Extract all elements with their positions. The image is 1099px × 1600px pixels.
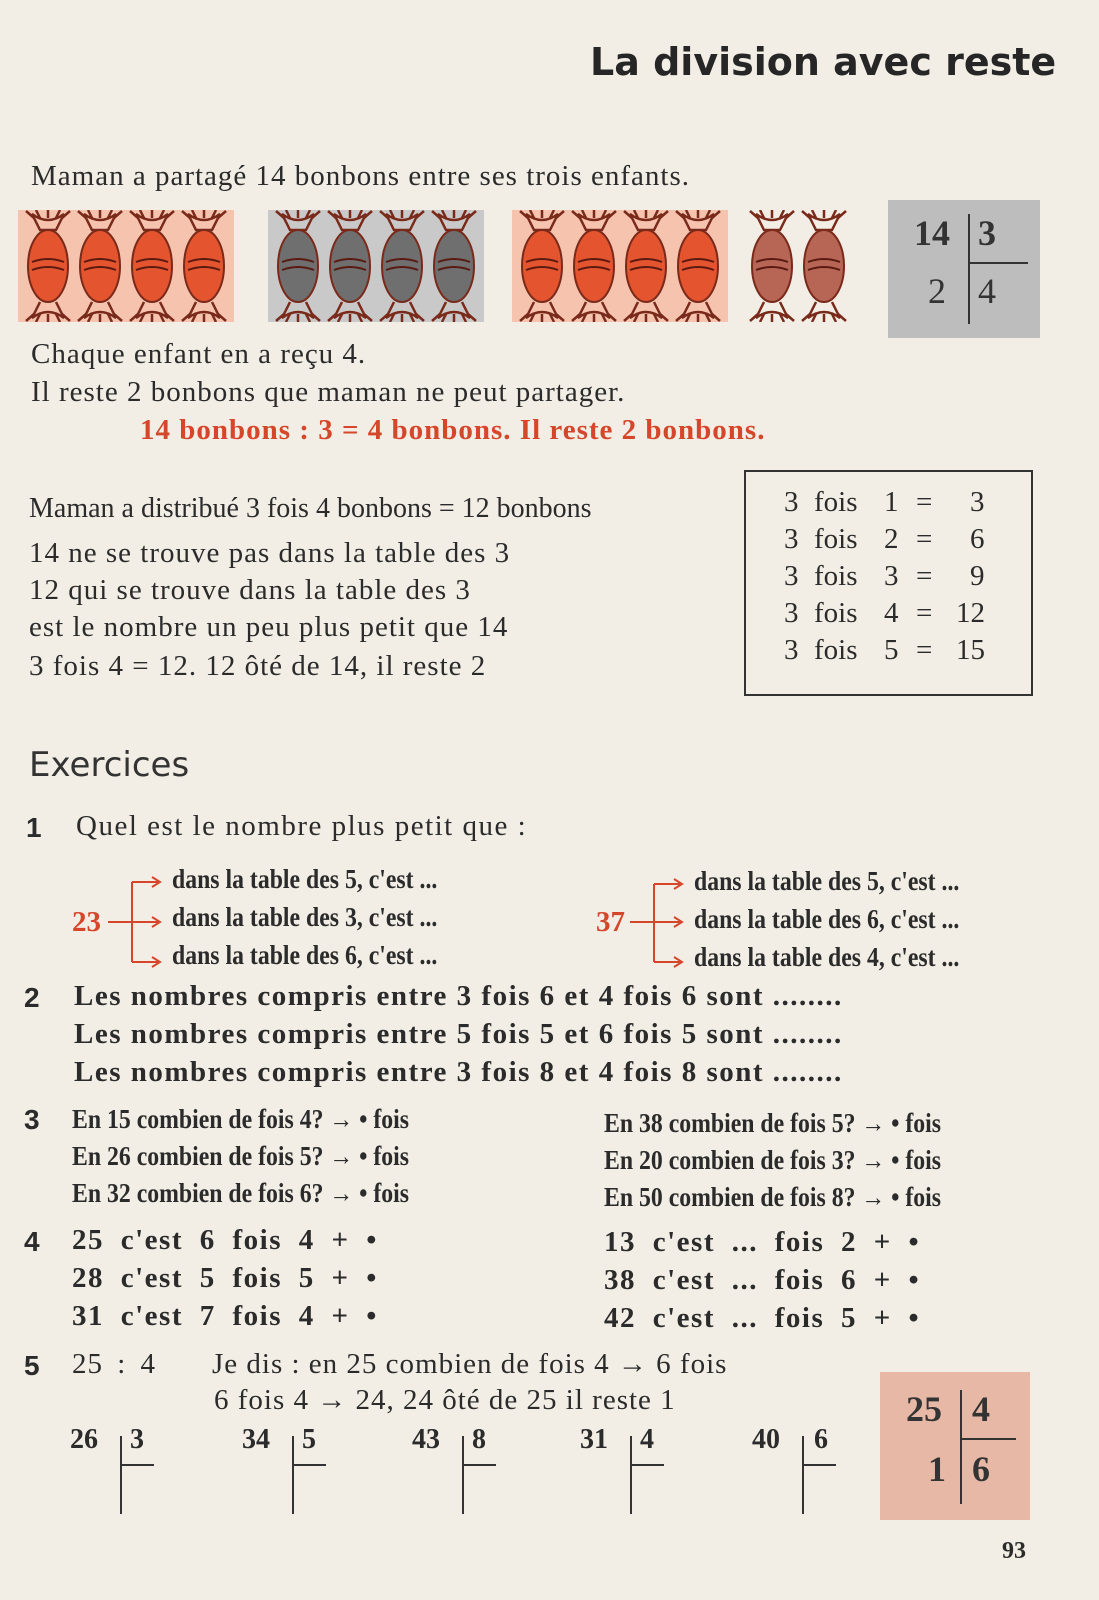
remainder: 2 [928, 271, 946, 311]
ex1-right-item-2: dans la table des 6, c'est ... [694, 904, 960, 934]
candy-group-remainder [746, 210, 852, 322]
page-title: La division avec reste [590, 40, 1057, 84]
ex1-right-arrows [630, 876, 690, 976]
ex1-right-item-1: dans la table des 5, c'est ... [694, 866, 960, 896]
ex1-right-item-3: dans la table des 4, c'est ... [694, 942, 960, 972]
exercise-number: 2 [24, 982, 40, 1013]
exercise-number: 1 [26, 812, 42, 843]
ex4-right-2: 38 c'est ... fois 6 + • [604, 1264, 921, 1296]
ex3-right-3: En 50 combien de fois 8? → • fois [604, 1182, 942, 1212]
ex2-line-2: Les nombres compris entre 5 fois 5 et 6 fois 5 sont ........ [74, 1018, 843, 1050]
ex1-right-number: 37 [596, 906, 625, 938]
ex1-left-item-1: dans la table des 5, c'est ... [172, 864, 438, 894]
candy-group-1 [18, 210, 234, 322]
ex4-left-2: 28 c'est 5 fois 5 + • [72, 1262, 378, 1294]
ex3-right-1: En 38 combien de fois 5? → • fois [604, 1108, 942, 1138]
ex1-left-arrows [108, 872, 168, 972]
ex1-left-item-3: dans la table des 6, c'est ... [172, 940, 438, 970]
exercises-heading: Exercices [29, 745, 190, 785]
page-number: 93 [1002, 1538, 1026, 1564]
ex3-right-2: En 20 combien de fois 3? → • fois [604, 1145, 942, 1175]
exercise-number: 5 [24, 1350, 40, 1381]
long-division: 26 3 [70, 1424, 160, 1514]
result-red: 14 bonbons : 3 = 4 bonbons. Il reste 2 bonbons. [140, 414, 766, 446]
ex1-left-item-2: dans la table des 3, c'est ... [172, 902, 438, 932]
quotient: 4 [978, 271, 996, 311]
ex5-line-1: Je dis : en 25 combien de fois 4 → 6 fois [212, 1348, 728, 1380]
ex4-left-1: 25 c'est 6 fois 4 + • [72, 1224, 378, 1256]
division-box-25-4: 25 4 1 6 [880, 1372, 1030, 1520]
long-division: 31 4 [580, 1424, 670, 1514]
ex1-left-number: 23 [72, 906, 101, 938]
divisor: 3 [978, 213, 996, 253]
ex3-left-3: En 32 combien de fois 6? → • fois [72, 1178, 410, 1208]
division-box-14-3 [888, 200, 1040, 338]
candy-group-3 [512, 210, 728, 322]
ex4-right-3: 42 c'est ... fois 5 + • [604, 1302, 921, 1334]
exercise-number: 4 [24, 1226, 40, 1257]
explain-line-4: est le nombre un peu plus petit que 14 [29, 611, 509, 643]
explain-line-3: 12 qui se trouve dans la table des 3 [29, 574, 471, 606]
ex4-left-3: 31 c'est 7 fois 4 + • [72, 1300, 378, 1332]
ex5-example: 25 : 4 [72, 1348, 157, 1380]
dividend: 14 [914, 213, 950, 253]
intro-text: Maman a partagé 14 bonbons entre ses trois enfants. [31, 160, 691, 192]
ex4-right-1: 13 c'est ... fois 2 + • [604, 1226, 921, 1258]
line-rest: Il reste 2 bonbons que maman ne peut partager. [31, 376, 626, 408]
ex1-question: Quel est le nombre plus petit que : [76, 810, 528, 842]
candy-group-2 [268, 210, 484, 322]
explain-line-1: Maman a distribué 3 fois 4 bonbons = 12 bonbons [29, 493, 592, 524]
line-each: Chaque enfant en a reçu 4. [31, 338, 367, 370]
long-division: 43 8 [412, 1424, 502, 1514]
multiplication-table-3: 3 fois 1 = 3 3 fois 2 = 6 3 fois 3 = 9 3 fois 4 = 12 3 fois 5 = 15 [744, 470, 1033, 696]
exercise-number: 3 [24, 1104, 40, 1135]
ex3-left-1: En 15 combien de fois 4? → • fois [72, 1104, 410, 1134]
long-division: 40 6 [752, 1424, 842, 1514]
ex3-left-2: En 26 combien de fois 5? → • fois [72, 1141, 410, 1171]
ex2-line-3: Les nombres compris entre 3 fois 8 et 4 fois 8 sont ........ [74, 1056, 843, 1088]
ex2-line-1: Les nombres compris entre 3 fois 6 et 4 fois 6 sont ........ [74, 980, 843, 1012]
explain-line-5: 3 fois 4 = 12. 12 ôté de 14, il reste 2 [29, 650, 487, 682]
explain-line-2: 14 ne se trouve pas dans la table des 3 [29, 537, 511, 569]
long-division: 34 5 [242, 1424, 332, 1514]
ex5-line-2: 6 fois 4 → 24, 24 ôté de 25 il reste 1 [214, 1384, 676, 1416]
